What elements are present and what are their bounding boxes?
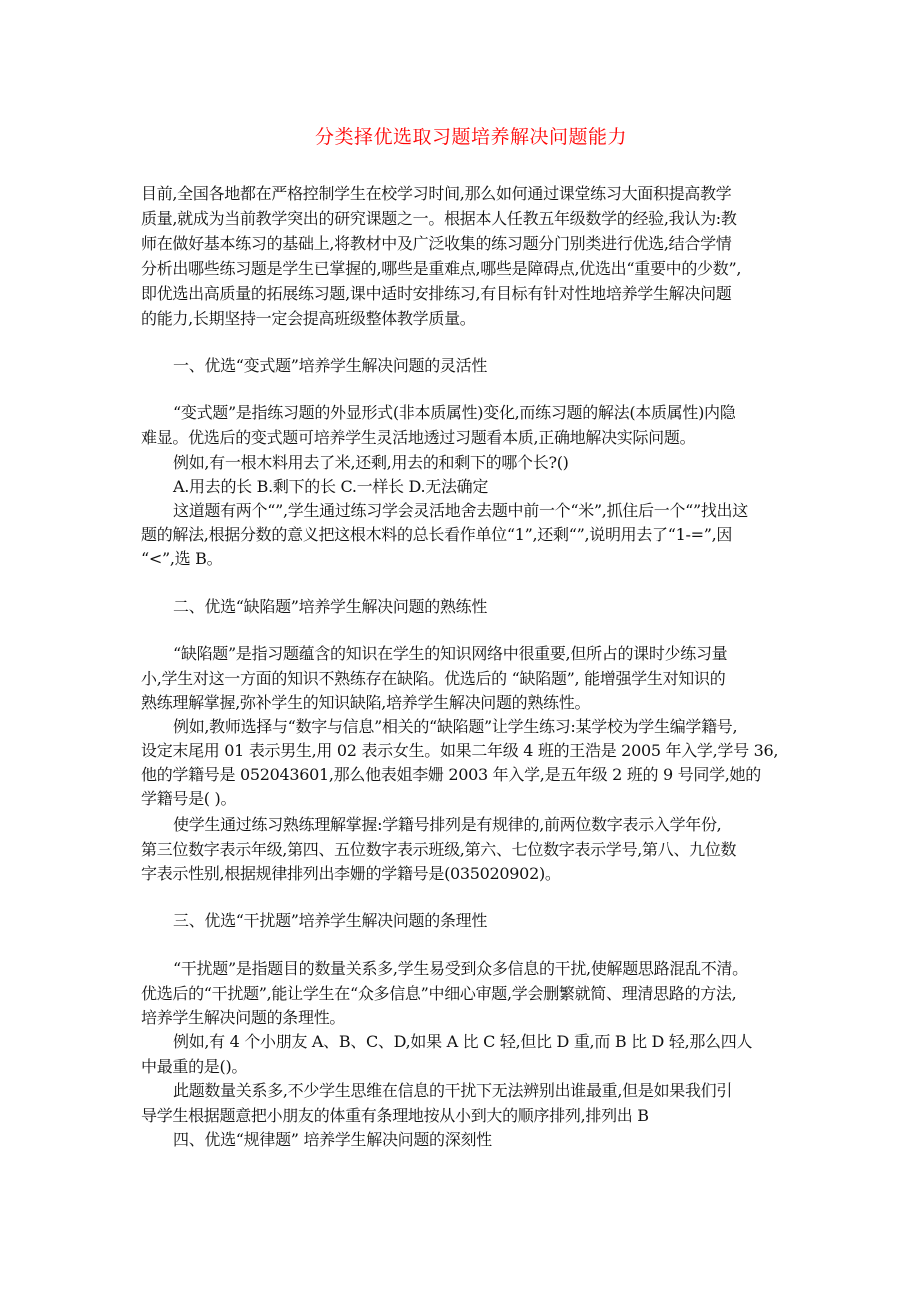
text-line: 例如,有 4 个小朋友 A、B、C、D,如果 A 比 C 轻,但比 D 重,而 B 比 D 轻,那么四人 xyxy=(173,1032,753,1051)
text-line: 题的解法,根据分数的意义把这根木料的总长看作单位“1”,还剩“”,说明用去了“1-=”,因 xyxy=(141,525,733,544)
text-line: 的能力,长期坚持一定会提高班级整体教学质量。 xyxy=(141,309,476,328)
text-line: 分析出哪些练习题是学生已掌握的,哪些是重难点,哪些是障碍点,优选出“重要中的少数”, xyxy=(141,259,742,278)
text-line: 设定末尾用 01 表示男生,用 02 表示女生。如果二年级 4 班的王浩是 2005 年入学,学号 36, xyxy=(141,741,779,760)
text-line: 例如,有一根木料用去了米,还剩,用去的和剩下的哪个长?() xyxy=(173,453,569,472)
text-line: A.用去的长 B.剩下的长 C.一样长 D.无法确定 xyxy=(173,477,489,496)
text-line: 中最重的是()。 xyxy=(141,1057,248,1076)
text-line: 小,学生对这一方面的知识不熟练存在缺陷。优选后的 “缺陷题”, 能增强学生对知识的 xyxy=(141,669,726,688)
text-line: 这道题有两个“”,学生通过练习学会灵活地舍去题中前一个“米”,抓住后一个“”找出这 xyxy=(173,501,748,520)
text-line: 师在做好基本练习的基础上,将教材中及广泛收集的练习题分门别类进行优选,结合学情 xyxy=(141,234,732,253)
text-line: 三、优选“干扰题”培养学生解决问题的条理性 xyxy=(173,911,488,930)
text-line: 导学生根据题意把小朋友的体重有条理地按从小到大的顺序排列,排列出 B xyxy=(141,1106,649,1125)
text-line: 使学生通过练习熟练理解掌握:学籍号排列是有规律的,前两位数字表示入学年份, xyxy=(173,815,722,834)
text-line: 质量,就成为当前教学突出的研究课题之一。根据本人任教五年级数学的经验,我认为:教 xyxy=(141,209,737,228)
document-title: 分类择优选取习题培养解决问题能力 xyxy=(314,126,627,148)
text-line: 二、优选“缺陷题”培养学生解决问题的熟练性 xyxy=(173,597,488,616)
text-line: 他的学籍号是 052043601,那么他表姐李姗 2003 年入学,是五年级 2 班的 9 号同学,她的 xyxy=(141,765,761,784)
text-line: “缺陷题”是指习题蕴含的知识在学生的知识网络中很重要,但所占的课时少练习量 xyxy=(173,644,728,663)
text-line: 例如,教师选择与“数字与信息”相关的“缺陷题”让学生练习:某学校为学生编学籍号, xyxy=(173,717,738,736)
text-line: 一、优选“变式题”培养学生解决问题的灵活性 xyxy=(173,356,488,375)
text-line: “变式题”是指练习题的外显形式(非本质属性)变化,而练习题的解法(本质属性)内隐 xyxy=(173,403,736,422)
text-line: 四、优选“规律题” 培养学生解决问题的深刻性 xyxy=(173,1130,492,1149)
text-line: “干扰题”是指题目的数量关系多,学生易受到众多信息的干扰,使解题思路混乱不清。 xyxy=(173,959,748,978)
text-line: 难显。优选后的变式题可培养学生灵活地透过习题看本质,正确地解决实际问题。 xyxy=(141,428,696,447)
text-line: “<”,选 B。 xyxy=(141,549,223,568)
text-line: 目前,全国各地都在严格控制学生在校学习时间,那么如何通过课堂练习大面积提高教学 xyxy=(141,184,732,203)
text-line: 优选后的“干扰题”,能让学生在“众多信息”中细心审题,学会删繁就简、理清思路的方法, xyxy=(141,984,737,1003)
text-line: 字表示性别,根据规律排列出李姗的学籍号是(035020902)。 xyxy=(141,864,561,883)
text-line: 此题数量关系多,不少学生思维在信息的干扰下无法辨别出谁最重,但是如果我们引 xyxy=(173,1081,733,1100)
text-line: 即优选出高质量的拓展练习题,课中适时安排练习,有目标有针对性地培养学生解决问题 xyxy=(141,284,732,303)
text-line: 培养学生解决问题的条理性。 xyxy=(141,1008,346,1027)
text-line: 学籍号是( )。 xyxy=(141,789,237,808)
text-line: 第三位数字表示年级,第四、五位数字表示班级,第六、七位数字表示学号,第八、九位数 xyxy=(141,840,737,859)
text-line: 熟练理解掌握,弥补学生的知识缺陷,培养学生解决问题的熟练性。 xyxy=(141,693,591,712)
